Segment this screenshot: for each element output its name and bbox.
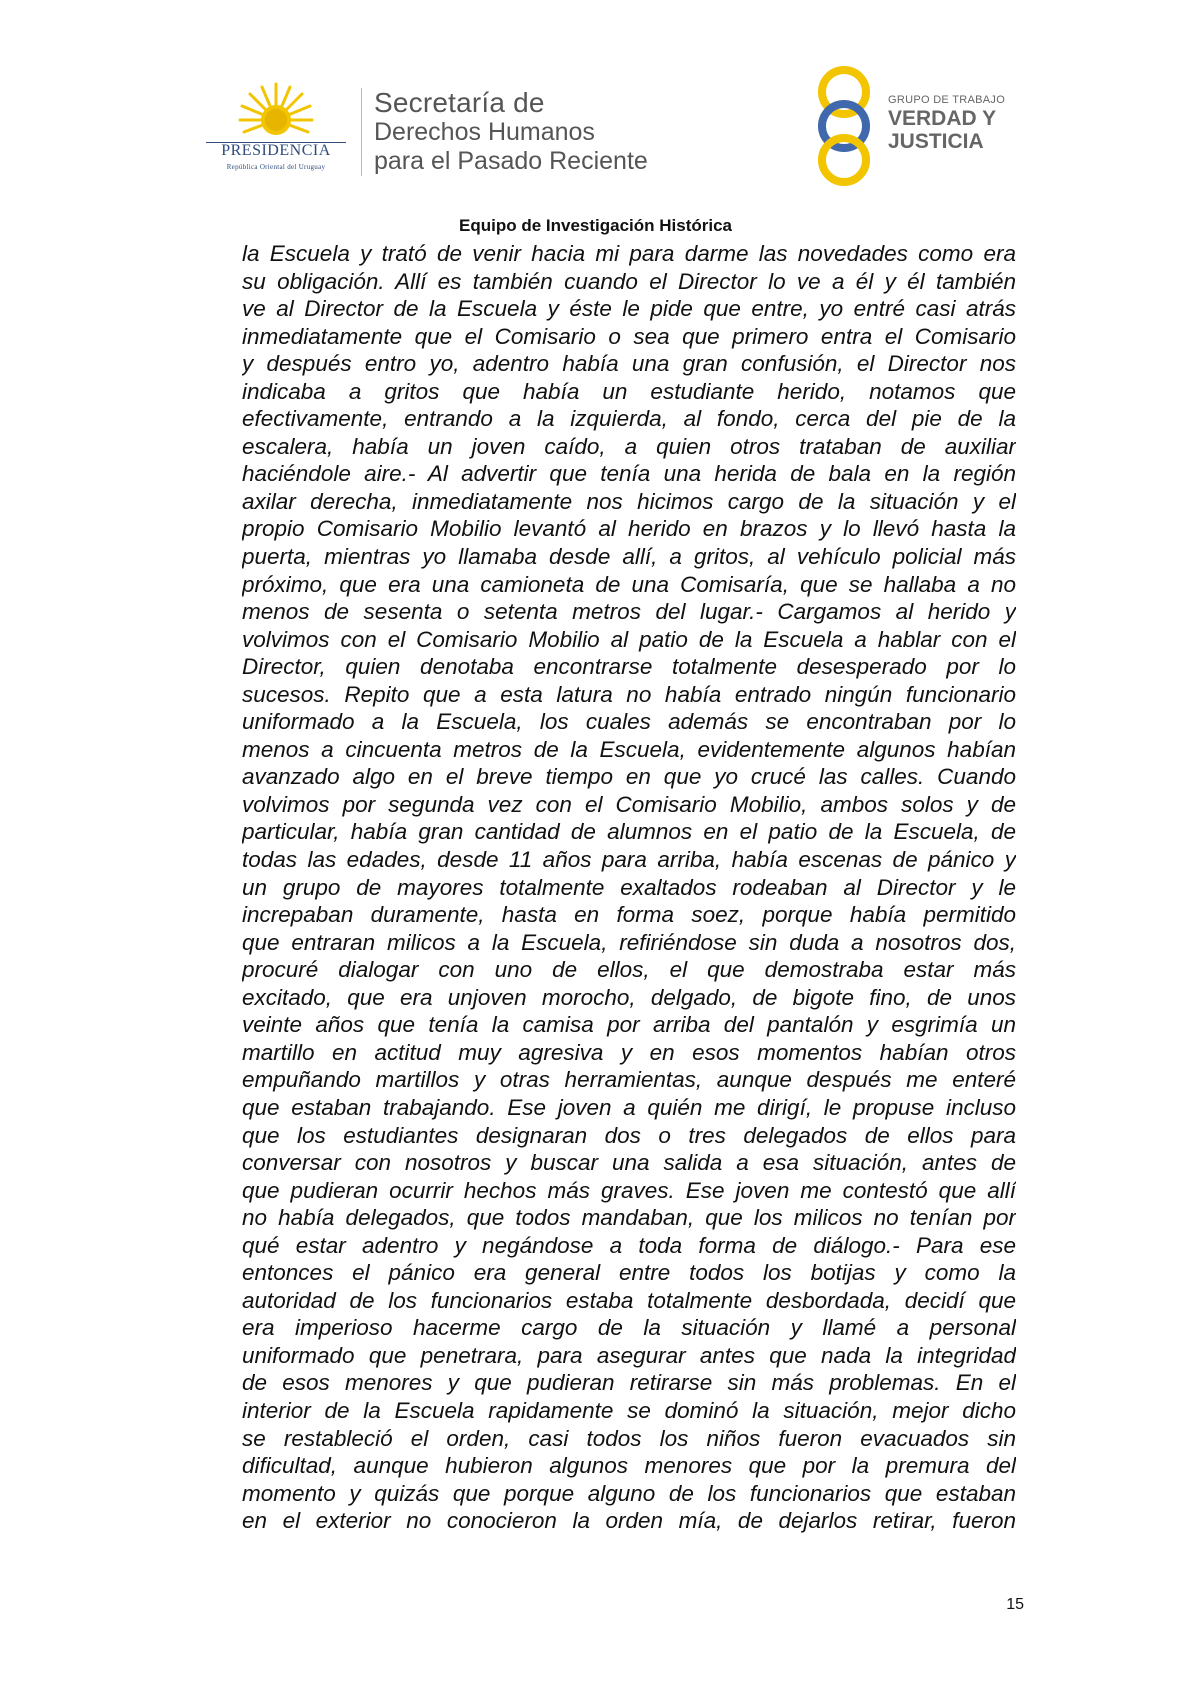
presidencia-subtitle: República Oriental del Uruguay	[226, 163, 326, 171]
body-line: sucesos. Repito que a esta latura no había entrado ningún funcionario	[242, 681, 1016, 707]
body-line: axilar derecha, inmediatamente nos hicimos cargo de la situación y el	[242, 488, 1016, 514]
body-line: volvimos por segunda vez con el Comisario Mobilio, ambos solos y de	[242, 791, 1016, 817]
body-line: menos a cincuenta metros de la Escuela, evidentemente algunos habían	[242, 736, 1016, 762]
body-line: avanzado algo en el breve tiempo en que yo crucé las calles. Cuando	[242, 764, 1016, 790]
body-line: propio Comisario Mobilio levantó al herido en brazos y lo llevó hasta la	[242, 516, 1016, 542]
body-line: que estaban trabajando. Ese joven a quién me dirigí, le propuse incluso	[242, 1094, 1016, 1120]
body-line: se restableció el orden, casi todos los niños fueron evacuados sin	[242, 1425, 1016, 1451]
presidencia-logo	[196, 80, 356, 180]
presidencia-word: PRESIDENCIA	[221, 142, 331, 159]
body-line: la Escuela y trató de venir hacia mi para darme las novedades como era	[242, 241, 1016, 266]
body-line: entonces el pánico era general entre todos los botijas y como la	[242, 1260, 1016, 1286]
body-line: un grupo de mayores totalmente exaltados rodeaban al Director y le	[242, 874, 1016, 900]
body-line: puerta, mientras yo llamaba desde allí, a gritos, al vehículo policial más	[242, 544, 1016, 570]
sun-emblem-icon	[238, 80, 314, 142]
body-line: todas las edades, desde 11 años para arriba, había escenas de pánico y	[242, 847, 1016, 873]
body-line: efectivamente, entrando a la izquierda, al fondo, cerca del pie de la	[242, 406, 1016, 432]
body-line: veinte años que tenía la camisa por arriba del pantalón y esgrimía un	[242, 1012, 1016, 1038]
body-line: Director, quien denotaba encontrarse totalmente desesperado por lo	[242, 654, 1016, 680]
body-line: uniformado que penetrara, para asegurar antes que nada la integridad	[242, 1342, 1016, 1368]
body-line: que pudieran ocurrir hechos más graves. Ese joven me contestó que allí	[242, 1177, 1016, 1203]
body-line: uniformado a la Escuela, los cuales además se encontraban por lo	[242, 709, 1016, 735]
body-line: próximo, que era una camioneta de una Comisaría, que se hallaba a no	[242, 571, 1016, 597]
secretaria-line-2: Derechos Humanos	[374, 118, 595, 146]
secretaria-block	[374, 88, 704, 176]
body-line: dificultad, aunque hubieron algunos menores que por la premura del	[242, 1453, 1016, 1479]
header-separator	[361, 88, 362, 176]
body-line: inmediatamente que el Comisario o sea que primero entra el Comisario	[242, 323, 1016, 349]
body-line: no había delegados, que todos mandaban, que los milicos no tenían por	[242, 1205, 1016, 1231]
body-text	[242, 240, 1016, 1535]
team-title: Equipo de Investigación Histórica	[459, 216, 732, 235]
page-number: 15	[1006, 1596, 1024, 1613]
body-line: volvimos con el Comisario Mobilio al patio de la Escuela a hablar con el	[242, 626, 1016, 652]
justicia-label: JUSTICIA	[888, 130, 984, 153]
body-line: increpaban duramente, hasta en forma soez, porque había permitido	[242, 902, 1016, 928]
body-line: en el exterior no conocieron la orden mía, de dejarlos retirar, fueron	[242, 1508, 1016, 1534]
body-line: escalera, había un joven caído, a quien otros trataban de auxiliar	[242, 433, 1016, 459]
body-line: procuré dialogar con uno de ellos, el que demostraba estar más	[242, 957, 1016, 983]
body-line: que entraran milicos a la Escuela, refiriéndose sin duda a nosotros dos,	[242, 929, 1016, 955]
body-line: menos de sesenta o setenta metros del lugar.- Cargamos al herido y	[242, 599, 1016, 625]
grupo-trabajo-label: GRUPO DE TRABAJO	[888, 94, 1006, 106]
body-line: momento y quizás que porque alguno de los funcionarios que estaban	[242, 1480, 1016, 1506]
body-line: haciéndole aire.- Al advertir que tenía una herida de bala en la región	[242, 461, 1016, 487]
body-line: particular, había gran cantidad de alumnos en el patio de la Escuela, de	[242, 819, 1016, 845]
body-line: autoridad de los funcionarios estaba totalmente desbordada, decidí que	[242, 1287, 1016, 1313]
document-header	[0, 0, 1191, 200]
body-line: martillo en actitud muy agresiva y en esos momentos habían otros	[242, 1039, 1016, 1065]
secretaria-line-1: Secretaría de	[374, 87, 545, 118]
body-line: indicaba a gritos que había un estudiante herido, notamos que	[242, 378, 1016, 404]
body-line: interior de la Escuela rapidamente se dominó la situación, mejor dicho	[242, 1397, 1016, 1423]
body-line: ve al Director de la Escuela y éste le pide que entre, yo entré casi atrás	[242, 296, 1016, 322]
body-line: su obligación. Allí es también cuando el Director lo ve a él y él también	[242, 268, 1016, 294]
body-line: qué estar adentro y negándose a toda forma de diálogo.- Para ese	[242, 1232, 1016, 1258]
verdad-justicia-logo	[812, 64, 1042, 188]
body-line: de esos menores y que pudieran retirarse sin más problemas. En el	[242, 1370, 1016, 1396]
body-line: empuñando martillos y otras herramientas, aunque después me enteré	[242, 1067, 1016, 1093]
body-line: y después entro yo, adentro había una gran confusión, el Director nos	[242, 351, 1016, 377]
chain-rings-icon	[812, 64, 876, 188]
body-line: conversar con nosotros y buscar una salida a esa situación, antes de	[242, 1150, 1016, 1176]
verdad-label: VERDAD Y	[888, 107, 997, 130]
body-line: excitado, que era unjoven morocho, delgado, de bigote fino, de unos	[242, 984, 1016, 1010]
secretaria-line-3: para el Pasado Reciente	[374, 147, 648, 175]
body-line: que los estudiantes designaran dos o tres delegados de ellos para	[242, 1122, 1016, 1148]
body-line: era imperioso hacerme cargo de la situación y llamé a personal	[242, 1315, 1016, 1341]
